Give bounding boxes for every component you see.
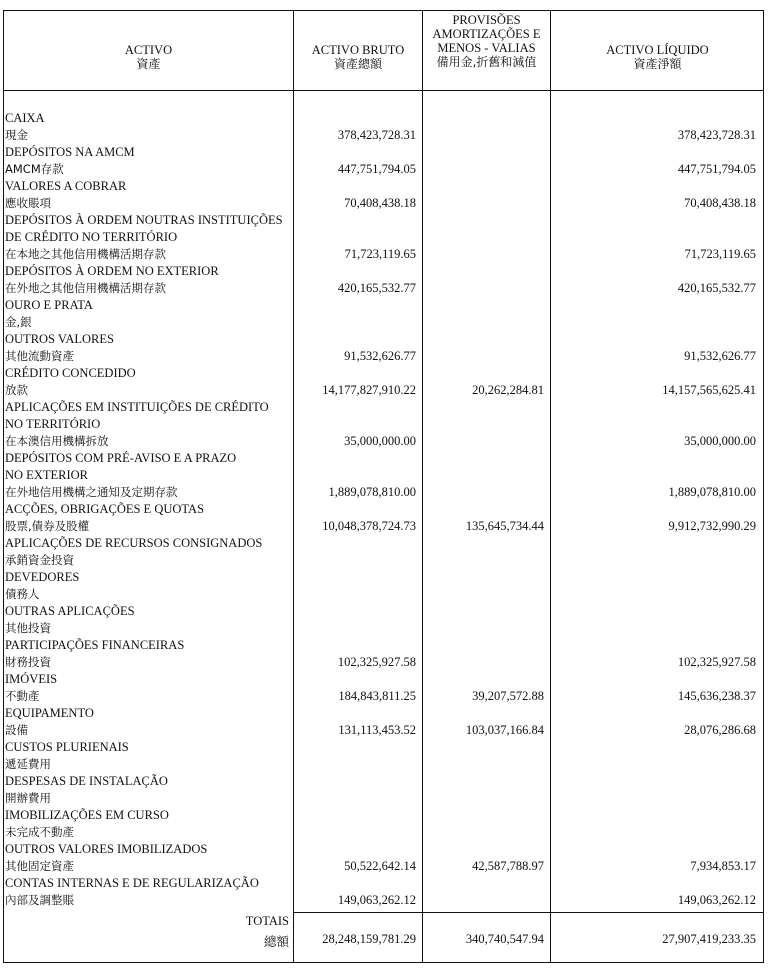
row-label-pt: DEPÓSITOS À ORDEM NO EXTERIOR [5,264,219,278]
header-activo-bruto [294,43,422,71]
row-label-zh: 應收賬項 [5,196,51,210]
row-provision-value: 103,037,166.84 [465,723,544,737]
header-prov-line1: PROVISÕES [452,13,521,27]
row-net-value: 28,076,286.68 [684,723,756,737]
row-net-value: 71,723,119.65 [684,247,756,261]
header-provisoes [423,13,550,69]
row-net-value: 102,325,927.58 [677,655,756,669]
row-net-value: 14,157,565,625.41 [662,383,756,397]
row-label-pt: DEPÓSITOS À ORDEM NOUTRAS INSTITUIÇÕES [5,213,283,227]
row-gross-value: 35,000,000.00 [344,434,416,448]
header-prov-line2: AMORTIZAÇÕES E [432,27,541,41]
row-label-pt: IMÓVEIS [5,672,58,686]
row-label-pt: IMOBILIZAÇÕES EM CURSO [5,808,169,822]
row-label-zh: 內部及調整賬 [5,893,74,907]
row-net-value: 145,636,238.37 [677,689,756,703]
row-label-pt-cont: DE CRÉDITO NO TERRITÓRIO [5,230,178,244]
row-gross-value: 14,177,827,910.22 [322,383,416,397]
row-gross-value: 50,522,642.14 [344,859,416,873]
row-label-zh: 在本地之其他信用機構活期存款 [5,247,166,261]
row-gross-value: 184,843,811.25 [338,689,416,703]
row-net-value: 91,532,626.77 [684,349,756,363]
row-label-pt: CUSTOS PLURIENAIS [5,740,129,754]
row-provision-value: 39,207,572.88 [472,689,544,703]
totals-label-zh: 總額 [263,934,289,949]
row-label-pt: CAIXA [5,111,45,125]
row-label-zh: 其他投資 [5,621,51,635]
row-label-zh: 開辦費用 [5,791,51,805]
row-label-zh: 未完成不動產 [5,825,74,839]
row-label-pt: APLICAÇÕES EM INSTITUIÇÕES DE CRÉDITO [5,400,269,414]
row-label-pt: OUTROS VALORES IMOBILIZADOS [5,842,208,856]
row-label-zh: 其他流動資產 [5,349,74,363]
row-net-value: 1,889,078,810.00 [668,485,756,499]
header-prov-line3: MENOS - VALIAS [437,41,536,55]
row-gross-value: 91,532,626.77 [344,349,416,363]
row-label-pt: OURO E PRATA [5,298,93,312]
row-label-zh: AMCM存款 [5,162,64,176]
row-label-pt: ACÇÕES, OBRIGAÇÕES E QUOTAS [5,502,205,516]
header-bottom-rule [3,90,764,91]
row-label-zh: 債務人 [5,587,40,601]
row-label-zh: 承銷資金投資 [5,553,74,567]
row-gross-value: 420,165,532.77 [337,281,416,295]
header-activo [4,43,293,71]
row-net-value: 35,000,000.00 [684,434,756,448]
header-prov-zh: 備用金,折舊和減值 [436,55,537,69]
totals-provisions: 340,740,547.94 [465,932,544,946]
row-label-zh: 在本澳信用機構拆放 [5,434,109,448]
header-activo-pt: ACTIVO [124,43,173,57]
row-net-value: 420,165,532.77 [677,281,756,295]
totals-gross: 28,248,159,781.29 [322,932,416,946]
row-provision-value: 135,645,734.44 [465,519,544,533]
row-label-pt-cont: NO EXTERIOR [5,468,88,482]
row-label-zh: 設備 [5,723,28,737]
row-label-pt: DEVEDORES [5,570,80,584]
header-liquido-pt: ACTIVO LÍQUIDO [606,43,709,57]
header-activo-zh: 資產 [136,57,161,71]
row-label-pt-cont: NO TERRITÓRIO [5,417,101,431]
row-label-pt: DEPÓSITOS COM PRÉ-AVISO E A PRAZO [5,451,237,465]
col-divider-2 [422,10,423,963]
row-label-pt: DESPESAS DE INSTALAÇÃO [5,774,168,788]
totals-top-rule [293,912,764,913]
row-label-zh: 其他固定資產 [5,859,74,873]
row-label-zh: 遞延費用 [5,757,51,771]
row-provision-value: 42,587,788.97 [472,859,544,873]
row-label-zh: 在外地之其他信用機構活期存款 [5,281,166,295]
header-activo-liquido [551,43,764,71]
row-label-pt: APLICAÇÕES DE RECURSOS CONSIGNADOS [5,536,263,550]
row-gross-value: 447,751,794.05 [337,162,416,176]
row-label-pt: VALORES A COBRAR [5,179,127,193]
row-gross-value: 131,113,453.52 [338,723,416,737]
row-label-pt: CRÉDITO CONCEDIDO [5,366,136,380]
row-net-value: 378,423,728.31 [677,128,756,142]
row-net-value: 9,912,732,990.29 [668,519,756,533]
totals-net: 27,907,419,233.35 [662,932,756,946]
row-label-pt: EQUIPAMENTO [5,706,94,720]
row-label-pt: PARTICIPAÇÕES FINANCEIRAS [5,638,185,652]
row-net-value: 149,063,262.12 [677,893,756,907]
row-label-pt: OUTRAS APLICAÇÕES [5,604,135,618]
row-gross-value: 70,408,438.18 [344,196,416,210]
row-label-zh: 金,銀 [5,315,32,329]
row-gross-value: 102,325,927.58 [337,655,416,669]
header-liquido-zh: 資產淨額 [633,57,682,71]
row-gross-value: 71,723,119.65 [344,247,416,261]
header-bruto-pt: ACTIVO BRUTO [311,43,405,57]
row-label-zh: 股票,債券及股權 [5,519,90,533]
row-gross-value: 149,063,262.12 [337,893,416,907]
row-gross-value: 1,889,078,810.00 [328,485,416,499]
row-label-pt: DEPÓSITOS NA AMCM [5,145,135,159]
row-label-zh: 現金 [5,128,28,142]
header-bruto-zh: 資產總額 [333,57,382,71]
row-net-value: 7,934,853.17 [690,859,756,873]
row-provision-value: 20,262,284.81 [472,383,544,397]
row-label-zh: 放款 [5,383,28,397]
totals-label-pt: TOTAIS [245,914,289,928]
row-gross-value: 378,423,728.31 [337,128,416,142]
row-label-zh: 在外地信用機構之通知及定期存款 [5,485,178,499]
row-label-pt: CONTAS INTERNAS E DE REGULARIZAÇÃO [5,876,259,890]
row-label-zh: 財務投資 [5,655,51,669]
row-net-value: 70,408,438.18 [684,196,756,210]
row-gross-value: 10,048,378,724.73 [322,519,416,533]
row-net-value: 447,751,794.05 [677,162,756,176]
row-label-pt: OUTROS VALORES [5,332,114,346]
row-label-zh: 不動產 [5,689,40,703]
